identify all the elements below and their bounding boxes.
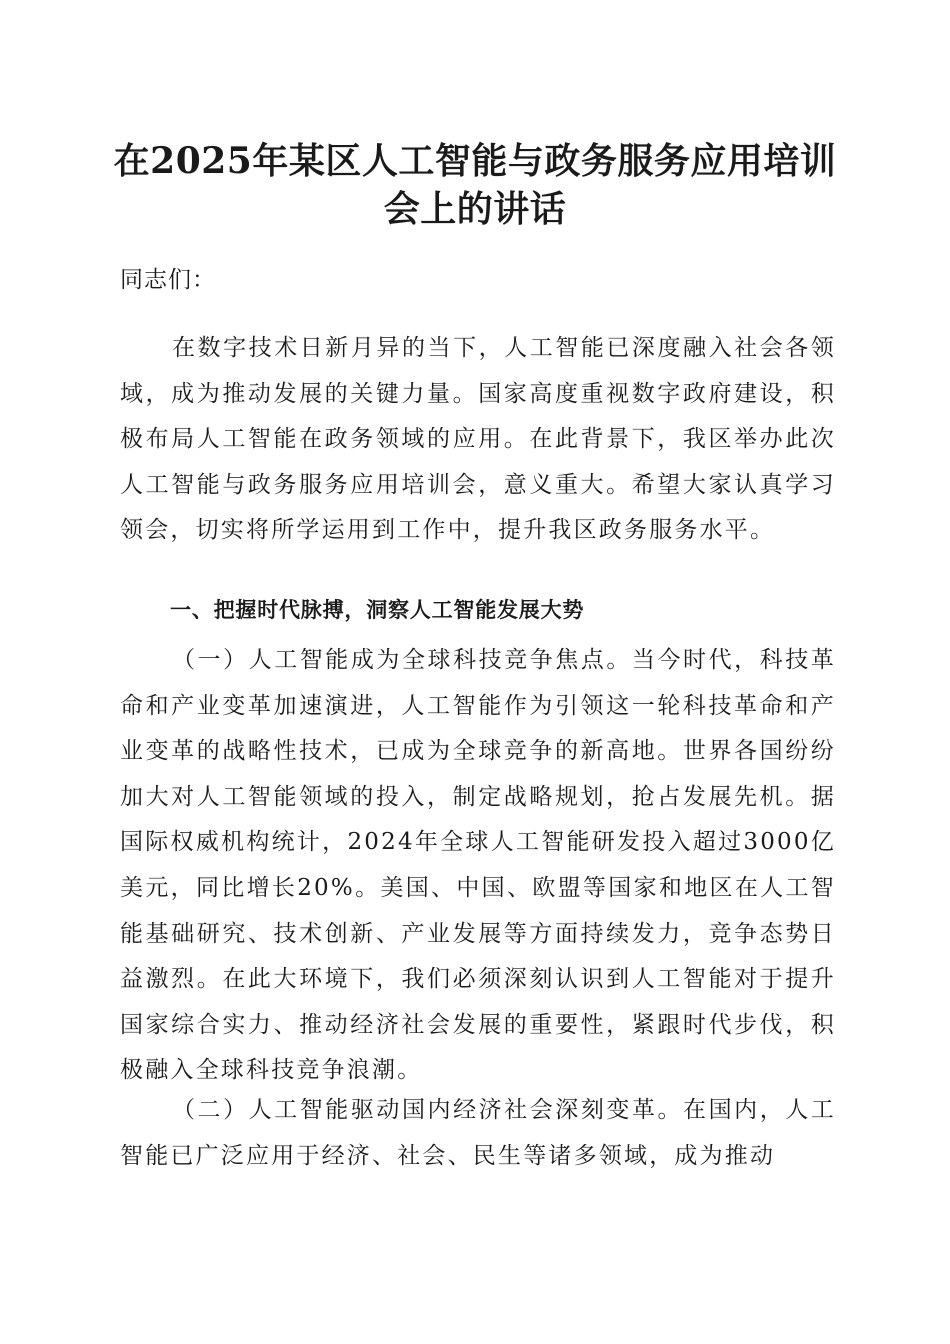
document-title-line-1: 在2025年某区人工智能与政务服务应用培训 — [113, 140, 837, 182]
intro-paragraph: 在数字技术日新月异的当下，人工智能已深度融入社会各领域，成为推动发展的关键力量。国家高度重视数字政府建设，积极布局人工智能在政务领域的应用。在此背景下，我区举办此次人工智能与政务服务应用培训会，意义重大。希望大家认真学习领会，切实将所学运用到工作中，提升我区政务服务水平。 — [120, 335, 836, 544]
document-title-line-2: 会上的讲话 — [383, 188, 567, 230]
paragraph-domestic-change: （二）人工智能驱动国内经济社会深刻变革。在国内，人工智能已广泛应用于经济、社会、民生等诸多领域，成为推动 — [120, 1097, 836, 1169]
paragraph-global-competition: （一）人工智能成为全球科技竞争焦点。当今时代，科技革命和产业变革加速演进，人工智能作为引领这一轮科技革命和产业变革的战略性技术，已成为全球竞争的新高地。世界各国纷纷加大对人工智能领域的投入，制定战略规划，抢占发展先机。据国际权威机构统计，2024年全球人工智能研发投入超过3000亿美元，同比增长20%。美国、中国、欧盟等国家和地区在人工智能基础研究、技术创新、产业发展等方面持续发力，竞争态势日益激烈。在此大环境下，我们必须深刻认识到人工智能对于提升国家综合实力、推动经济社会发展的重要性，紧跟时代步伐，积极融入全球科技竞争浪潮。 — [120, 647, 836, 1084]
section-heading-1: 一、把握时代脉搏，洞察人工智能发展大势 — [170, 598, 585, 622]
salutation: 同志们： — [120, 267, 216, 293]
